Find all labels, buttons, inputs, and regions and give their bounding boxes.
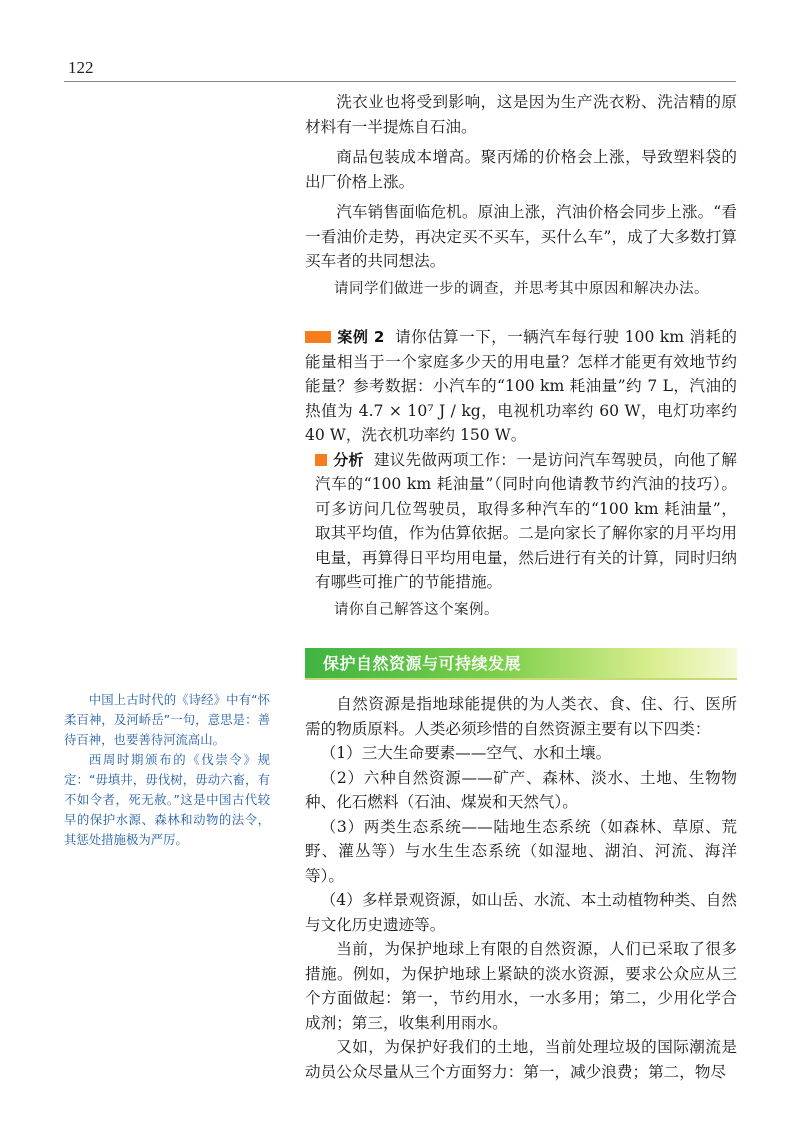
- case-block: [305, 325, 737, 622]
- case-tag: 案例 2: [337, 328, 385, 346]
- sidebar-paragraph-1: 中国上古时代的《诗经》中有“怀柔百神，及河峤岳”一句，意思是：善待百神，也要善待河流高山。: [64, 692, 270, 747]
- paragraph-measures: 当前，为保护地球上有限的自然资源，人们已采取了很多措施。例如，为保护地球上紧缺的淡水资源，要求公众应从三个方面做起：第一，节约用水，一水多用；第二，少用化学合成剂；第三，收集利用雨水。: [305, 940, 737, 1032]
- note-solve: 请你自己解答这个案例。: [334, 601, 499, 618]
- list-item-2: （2）六种自然资源——矿产、森林、淡水、土地、生物物种、化石燃料（石油、煤炭和天然气）。: [305, 768, 737, 811]
- header-rule: [64, 81, 736, 82]
- case-text: 请你估算一下，一辆汽车每行驶 100 km 消耗的能量相当于一个家庭多少天的用电量？怎样才能更有效地节约能量？参考数据：小汽车的“100 km 耗油量”约 7 L，汽油的热值为 4.7 × 10⁷ J / kg，电视机功率约 60 W，电灯功率约 40 W，洗衣机功率约 150 W。: [305, 328, 737, 444]
- paragraph-car-sales: 汽车销售面临危机。原油上涨，汽油价格会同步上涨。“看一看油价走势，再决定买不买车，买什么车”，成了大多数打算买车者的共同想法。: [305, 203, 737, 270]
- paragraph-land: 又如，为保护好我们的土地，当前处理垃圾的国际潮流是动员公众尽量从三个方面努力：第一，减少浪费；第二，物尽: [305, 1038, 737, 1081]
- sidebar-paragraph-2: 西周时期颁布的《伐崇令》规定：“毋填井，毋伐树，毋动六畜，有不如令者，死无赦。”这是中国古代较早的保护水源、森林和动物的法令，其惩处措施极为严厉。: [64, 752, 270, 847]
- paragraph-laundry: 洗衣业也将受到影响，这是因为生产洗衣粉、洗洁精的原材料有一半提炼自石油。: [305, 93, 737, 136]
- list-item-1: （1）三大生命要素——空气、水和土壤。: [320, 744, 612, 762]
- page-number: 122: [68, 58, 94, 77]
- sidebar-note: [64, 690, 270, 850]
- list-item-4: （4）多样景观资源，如山岳、水流、本土动植物种类、自然与文化历史遗迹等。: [305, 891, 737, 934]
- analysis-tag: 分析: [333, 450, 364, 469]
- list-item-3: （3）两类生态系统——陆地生态系统（如森林、草原、荒野、灌丛等）与水生生态系统（如湿地、湖泊、河流、海洋等）。: [305, 817, 737, 885]
- case-marker-icon: [305, 331, 331, 343]
- analysis-paragraph: [305, 448, 737, 595]
- main-column: [305, 90, 737, 1084]
- note-investigate: 请同学们做进一步的调查，并思考其中原因和解决办法。: [334, 280, 709, 297]
- paragraph-packaging: 商品包装成本增高。聚丙烯的价格会上涨，导致塑料袋的出厂价格上涨。: [305, 148, 737, 191]
- section-intro: 自然资源是指地球能提供的为人类衣、食、住、行、医所需的物质原料。人类必须珍惜的自然资源主要有以下四类：: [305, 695, 737, 738]
- analysis-marker-icon: [315, 454, 327, 466]
- case-paragraph: [305, 325, 737, 448]
- section-banner: [305, 648, 737, 680]
- section-title: 保护自然资源与可持续发展: [323, 654, 522, 673]
- analysis-text: 建议先做两项工作：一是访问汽车驾驶员，向他了解汽车的“100 km 耗油量”（同时向他请教节约汽油的技巧）。可多访问几位驾驶员，取得多种汽车的“100 km 耗油量”，取其平均值，作为估算依据。二是向家长了解你家的月平均用电量，再算得日平均用电量，然后进行有关的计算，同时归纳有哪些可推广的节能措施。: [315, 450, 737, 591]
